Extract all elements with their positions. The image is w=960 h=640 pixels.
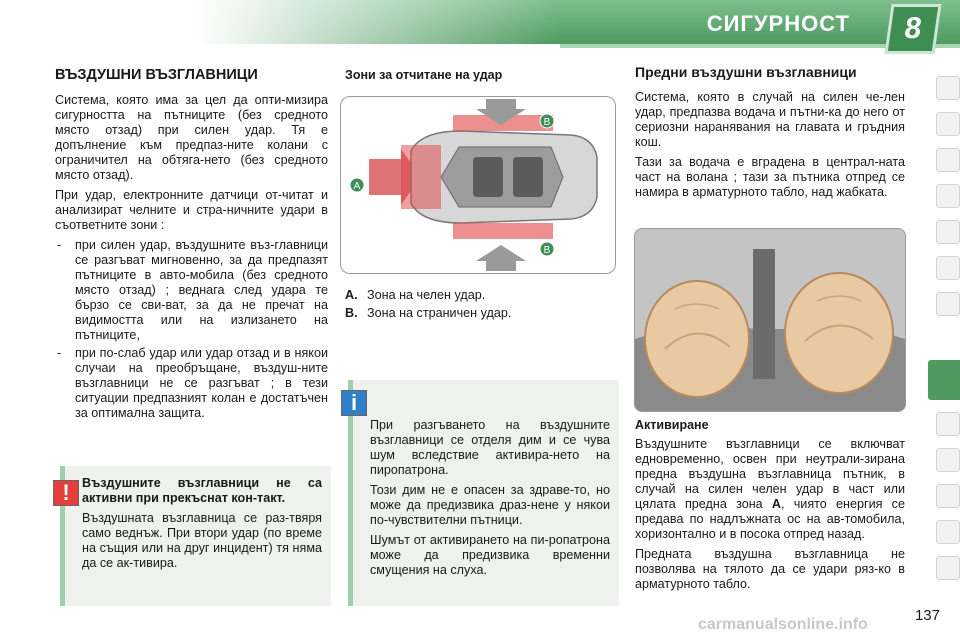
page-number: 137	[914, 607, 940, 624]
zones-heading: Зони за отчитане на удар	[345, 68, 503, 82]
zone-label-b-bottom: B	[543, 245, 551, 256]
chapter-tab[interactable]	[936, 448, 960, 472]
left-column	[55, 68, 328, 424]
chapter-tab[interactable]	[936, 76, 960, 100]
info-paragraph: Шумът от активирането на пи-ропатрона може да предизвика временни смущения на слуха.	[370, 533, 610, 577]
chapter-tab[interactable]	[936, 556, 960, 580]
info-icon: i	[341, 390, 367, 416]
front-airbag-note: Предната въздушна възглавница не позволява на тялото да се удари ряз-ко в арматурното табло.	[635, 547, 905, 591]
zone-label-b-top: B	[543, 117, 551, 128]
activation-text-end: , чиято енергия се предава по надлъжната ос на ав-томобила, хоризонтално и в посока отпред назад.	[635, 497, 905, 541]
section-title: СИГУРНОСТ	[706, 11, 850, 36]
chapter-tab[interactable]	[936, 292, 960, 316]
warning-note	[60, 466, 331, 606]
right-column-bottom	[635, 418, 905, 597]
chapter-tab[interactable]	[936, 484, 960, 508]
chapter-badge: 8	[884, 4, 941, 54]
warning-bold-text: Въздушните възглавници не са активни при прекъснат кон-такт.	[82, 476, 322, 505]
activation-heading: Активиране	[635, 418, 709, 432]
zone-key: B.	[345, 306, 358, 320]
zone-legend-item	[345, 286, 615, 304]
info-note	[348, 380, 619, 606]
car-diagram	[341, 97, 615, 273]
zone-a-ref: A	[771, 497, 782, 511]
activation-text-start: Въздушните възглавници се включват едновременно, освен при неутрали-зирана предна въздушна възглавница пътник, в случай на силен челен удар в част или цялата предна зона	[635, 437, 905, 511]
zone-text: Зона на страничен удар.	[367, 306, 512, 320]
warning-text	[82, 476, 322, 576]
chapter-tab[interactable]	[936, 148, 960, 172]
right-column-top	[635, 64, 905, 205]
list-item: - при по-слаб удар или удар отзад и в някои случаи на преобръщане, въздуш-ните възглавници не се разгъват ; в тези ситуации предпазният колан е достатъчен за оптимална защита.	[55, 346, 328, 421]
warning-icon: !	[53, 480, 79, 506]
info-paragraph: При разгъването на въздушните възглавници се отделя дим и се чува шум вследствие активира-нето на пиропатрона.	[370, 418, 610, 477]
activation-paragraph	[635, 437, 905, 542]
watermark: carmanualsonline.info	[698, 616, 868, 633]
chapter-tabs	[928, 66, 960, 626]
chapter-tab[interactable]	[936, 184, 960, 208]
airbags-illustration	[635, 229, 905, 411]
chapter-tab-active[interactable]	[928, 360, 960, 400]
zone-label-a: A	[353, 181, 361, 192]
page-header	[0, 0, 960, 52]
zone-text: Зона на челен удар.	[367, 288, 486, 302]
chapter-tab[interactable]	[936, 220, 960, 244]
chapter-tab[interactable]	[936, 256, 960, 280]
info-text	[370, 418, 610, 583]
intro-paragraph: Система, която има за цел да опти-мизира сигурността на пътниците (без средното място отзад) при силен удар. Тя е допълнение към предпаз-ните колани с ограничител на обтяга-нето (без средното място отзад).	[55, 93, 328, 182]
chapter-tab[interactable]	[936, 520, 960, 544]
chapter-tab[interactable]	[936, 112, 960, 136]
zone-legend	[345, 286, 615, 322]
info-paragraph: Този дим не е опасен за здраве-то, но може да предизвика драз-нене у някои по-чувствителни пътници.	[370, 483, 610, 527]
front-airbags-heading: Предни въздушни възглавници	[635, 64, 857, 80]
front-airbags-location: Тази за водача е вградена в централ-ната част на волана ; тази за пътника отпред се намира в арматурното табло, над жабката.	[635, 155, 905, 199]
sensors-paragraph: При удар, електронните датчици от-читат и анализират челните и стра-ничните удари в съответните зони :	[55, 188, 328, 232]
middle-column	[345, 68, 615, 91]
chapter-tab[interactable]	[936, 412, 960, 436]
car-zones-figure	[340, 96, 616, 274]
zone-legend-item	[345, 304, 615, 322]
airbags-figure	[634, 228, 906, 412]
airbags-heading: ВЪЗДУШНИ ВЪЗГЛАВНИЦИ	[55, 67, 258, 83]
warning-body-text: Въздушната възглавница се раз-твяря само веднъж. При втори удар (по време на същия или на друг инцидент) тя няма да се ак-тивира.	[82, 511, 322, 570]
list-item: - при силен удар, въздушните въз-главници се разгъват мигновенно, за да предпазят пътниците в авто-мобила (без средното място отзад) ; веднага след удара те бързо се сви-ват, за да не пречат на видимостта или на излизането на пътниците,	[55, 238, 328, 343]
impact-list	[55, 238, 328, 421]
front-airbags-paragraph: Система, която в случай на силен че-лен удар, предпазва водача и пътни-ка до него от сериозни наранявания на главата и гръдния кош.	[635, 90, 905, 149]
zone-key: A.	[345, 288, 358, 302]
header-fade	[0, 0, 560, 44]
